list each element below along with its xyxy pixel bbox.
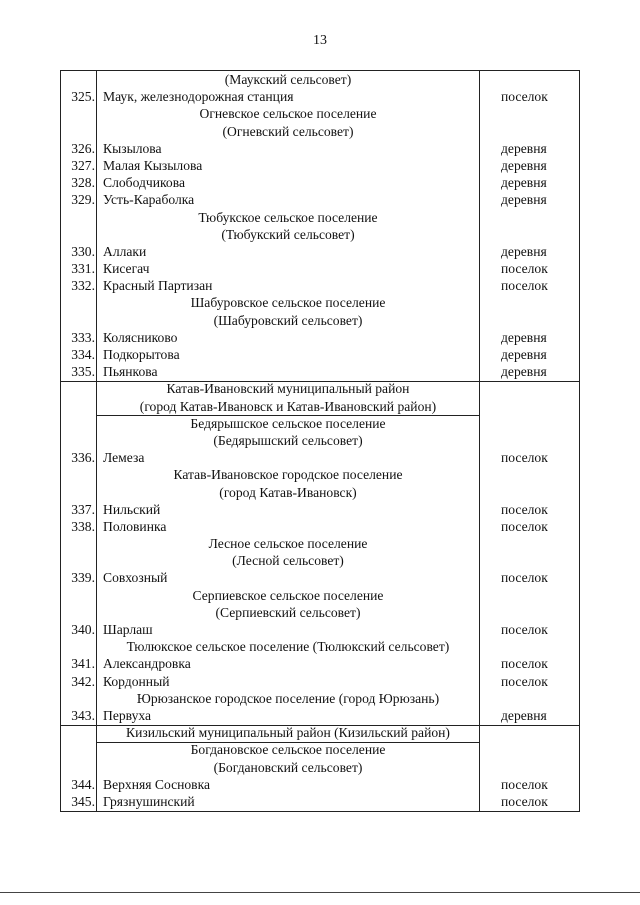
row-separator (61, 381, 579, 382)
district-heading-row (61, 398, 579, 415)
group-heading: (Шабуровский сельсовет) (213, 312, 363, 328)
table-row (61, 449, 579, 466)
district-heading-row (61, 380, 579, 397)
settlement-name: Лемеза (103, 450, 145, 466)
table-row (61, 673, 579, 690)
group-heading-row (61, 638, 579, 655)
table-row (61, 260, 579, 277)
table-row (61, 655, 579, 672)
settlement-type: деревня (501, 140, 547, 156)
table-row (61, 174, 579, 191)
group-heading: Огневское сельское поселение (199, 106, 377, 122)
group-heading: Бедярышское сельское поселение (190, 415, 386, 431)
group-heading: (Маукский сельсовет) (224, 72, 352, 87)
settlement-type: деревня (501, 364, 547, 380)
settlement-type: деревня (501, 707, 547, 723)
group-heading: Лесное сельское поселение (208, 536, 368, 552)
row-number: 331. (71, 261, 95, 277)
district-heading: Катав-Ивановский муниципальный район (166, 381, 410, 397)
table-row (61, 363, 579, 380)
group-heading: (Бедярышский сельсовет) (213, 432, 363, 448)
settlement-type: поселок (501, 261, 548, 277)
group-heading-row (61, 312, 579, 329)
settlement-name: Нильский (103, 501, 161, 517)
table-row (61, 191, 579, 208)
table-row (61, 518, 579, 535)
group-heading-row (61, 484, 579, 501)
settlement-type: поселок (501, 89, 548, 105)
group-heading-row (61, 105, 579, 122)
settlement-name: Колясниково (103, 329, 178, 345)
row-number: 328. (71, 175, 95, 191)
settlement-name: Пьянкова (103, 364, 158, 380)
settlement-type: поселок (501, 776, 548, 792)
settlement-type: поселок (501, 450, 548, 466)
heading-separator (97, 742, 479, 743)
table-row (61, 277, 579, 294)
group-heading-row (61, 535, 579, 552)
table-row (61, 569, 579, 586)
table-row (61, 501, 579, 518)
table-row (61, 140, 579, 157)
group-heading-row (61, 587, 579, 604)
row-number: 335. (71, 364, 95, 380)
row-number: 330. (71, 243, 95, 259)
heading-separator (97, 415, 479, 416)
settlement-name: Маук, железнодорожная станция (103, 89, 294, 105)
settlement-type: деревня (501, 347, 547, 362)
group-heading: Богдановское сельское поселение (190, 742, 386, 758)
row-number: 343. (71, 707, 95, 723)
row-number: 338. (71, 518, 95, 534)
row-number: 334. (71, 347, 95, 362)
row-number: 341. (71, 656, 95, 672)
settlement-type: поселок (501, 501, 548, 517)
settlement-type: деревня (501, 192, 547, 208)
footer-rule (0, 892, 640, 893)
group-heading-row (61, 71, 579, 88)
settlement-name: Первуха (103, 707, 152, 723)
group-heading-row (61, 759, 579, 776)
settlement-type: поселок (501, 570, 548, 586)
district-heading: Кизильский муниципальный район (Кизильский район) (126, 725, 450, 741)
group-heading: Тюлюкское сельское поселение (Тюлюкский сельсовет) (126, 639, 450, 655)
row-number: 345. (71, 793, 95, 809)
settlement-type: деревня (501, 243, 547, 259)
row-number: 342. (71, 673, 95, 689)
settlement-name: Грязнушинский (103, 793, 195, 809)
group-heading-row (61, 741, 579, 758)
table-row (61, 707, 579, 724)
settlement-type: поселок (501, 793, 548, 809)
row-number: 337. (71, 501, 95, 517)
settlement-name: Кордонный (103, 673, 170, 689)
settlement-type: поселок (501, 656, 548, 672)
group-heading-row (61, 552, 579, 569)
row-number: 325. (71, 89, 95, 105)
settlement-type: деревня (501, 157, 547, 173)
settlement-name: Кызылова (103, 140, 162, 156)
settlements-table (60, 70, 580, 812)
settlement-type: поселок (501, 518, 548, 534)
group-heading: (Огневский сельсовет) (222, 123, 354, 139)
settlement-name: Совхозный (103, 570, 168, 586)
table-row (61, 346, 579, 363)
table-row (61, 793, 579, 810)
page-number: 13 (313, 33, 327, 48)
group-heading-row (61, 690, 579, 707)
row-number: 340. (71, 622, 95, 637)
settlement-name: Аллаки (103, 243, 147, 259)
row-number: 329. (71, 192, 95, 208)
settlement-name: Половинка (103, 518, 167, 534)
group-heading: (Серпиевский сельсовет) (215, 604, 361, 620)
table-row (61, 243, 579, 260)
table-body (61, 71, 579, 811)
group-heading-row (61, 604, 579, 621)
settlement-name: Александровка (103, 656, 191, 672)
row-number: 332. (71, 278, 95, 294)
settlement-type: поселок (501, 622, 548, 637)
group-heading: Тюбукское сельское поселение (198, 209, 378, 225)
settlement-name: Шарлаш (103, 622, 153, 637)
row-number: 327. (71, 157, 95, 173)
settlement-name: Малая Кызылова (103, 157, 203, 173)
group-heading-row (61, 466, 579, 483)
settlement-type: поселок (501, 673, 548, 689)
table-row (61, 329, 579, 346)
group-heading: Юрюзанское городское поселение (город Юрюзань) (136, 690, 440, 706)
row-number: 336. (71, 450, 95, 466)
group-heading: (город Катав-Ивановск) (219, 484, 357, 500)
settlement-name: Красный Партизан (103, 278, 213, 294)
group-heading: Катав-Ивановское городское поселение (173, 467, 403, 483)
table-row (61, 621, 579, 638)
settlement-name: Подкорытова (103, 347, 180, 362)
row-number: 344. (71, 776, 95, 792)
group-heading-row (61, 209, 579, 226)
settlement-type: деревня (501, 175, 547, 191)
row-number: 333. (71, 329, 95, 345)
group-heading: Серпиевское сельское поселение (192, 587, 384, 603)
district-heading: (город Катав-Ивановск и Катав-Ивановский район) (139, 398, 437, 414)
group-heading-row (61, 294, 579, 311)
group-heading-row (61, 226, 579, 243)
settlement-name: Кисегач (103, 261, 150, 277)
settlement-name: Усть-Караболка (103, 192, 195, 208)
district-heading-row (61, 724, 579, 741)
settlement-name: Слободчикова (103, 175, 185, 191)
group-heading-row (61, 123, 579, 140)
table-row (61, 88, 579, 105)
row-number: 339. (71, 570, 95, 586)
row-number: 326. (71, 140, 95, 156)
group-heading: (Богдановский сельсовет) (213, 759, 363, 775)
group-heading: Шабуровское сельское поселение (190, 295, 386, 311)
group-heading: (Тюбукский сельсовет) (221, 226, 355, 242)
settlement-type: поселок (501, 278, 548, 294)
row-separator (61, 725, 579, 726)
settlement-type: деревня (501, 329, 547, 345)
group-heading-row (61, 432, 579, 449)
table-row (61, 157, 579, 174)
group-heading-row (61, 415, 579, 432)
table-row (61, 776, 579, 793)
group-heading: (Лесной сельсовет) (232, 553, 344, 569)
settlement-name: Верхняя Сосновка (103, 776, 211, 792)
